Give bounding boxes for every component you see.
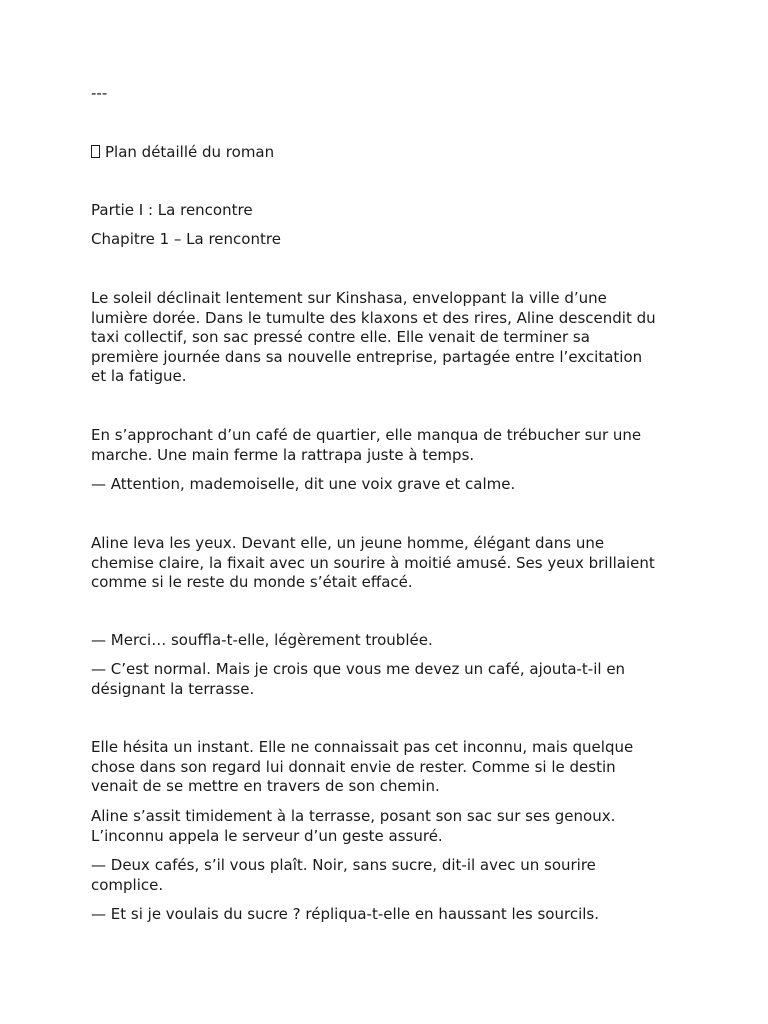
paragraph — [91, 289, 691, 387]
paragraph-line: Le soleil déclinait lentement sur Kinshasa, enveloppant la ville d’une — [91, 289, 607, 307]
paragraph — [91, 534, 691, 593]
dialogue-line — [91, 631, 691, 651]
paragraph-line: chemise claire, la fixait avec un sourire à moitié amusé. Ses yeux brillaient — [91, 553, 655, 572]
paragraph-line: taxi collectif, son sac pressé contre elle. Elle venait de terminer sa — [91, 328, 590, 346]
paragraph — [91, 738, 691, 797]
paragraph — [91, 807, 691, 846]
outline-heading — [91, 143, 691, 163]
paragraph-line: — Merci… souffla-t-elle, légèrement troublée. — [91, 631, 433, 649]
paragraph-line: désignant la terrasse. — [91, 679, 255, 698]
paragraph-line: — Deux cafés, s’il vous plaît. Noir, sans sucre, dit-il avec un sourire — [91, 856, 596, 874]
paragraph-line: Aline leva les yeux. Devant elle, un jeune homme, élégant dans une — [91, 534, 605, 552]
paragraph-line: lumière dorée. Dans le tumulte des klaxons et des rires, Aline descendit du — [91, 308, 656, 327]
paragraph-line: — Et si je voulais du sucre ? répliqua-t-elle en haussant les sourcils. — [91, 905, 599, 923]
outline-heading-text: Plan détaillé du roman — [105, 143, 275, 161]
separator: --- — [91, 84, 108, 102]
dialogue-line — [91, 475, 691, 495]
paragraph-line: et la fatigue. — [91, 367, 187, 385]
missing-glyph-icon — [91, 145, 100, 158]
paragraph-line: Aline s’assit timidement à la terrasse, posant son sac sur ses genoux. — [91, 807, 616, 825]
paragraph-line: complice. — [91, 875, 164, 894]
paragraph-line: comme si le reste du monde s’était effacé. — [91, 573, 413, 591]
dialogue-line — [91, 856, 691, 895]
paragraph-line: L’inconnu appela le serveur d’un geste assuré. — [91, 826, 443, 845]
dialogue-line — [91, 660, 691, 699]
part-heading: Partie I : La rencontre — [91, 201, 253, 219]
paragraph-line: marche. Une main ferme la rattrapa juste à temps. — [91, 445, 475, 464]
paragraph-line: — C’est normal. Mais je crois que vous me devez un café, ajouta-t-il en — [91, 660, 626, 678]
paragraph-line: première journée dans sa nouvelle entreprise, partagée entre l’excitation — [91, 347, 643, 366]
paragraph-line: chose dans son regard lui donnait envie de rester. Comme si le destin — [91, 757, 616, 776]
paragraph-line: — Attention, mademoiselle, dit une voix grave et calme. — [91, 475, 516, 493]
paragraph-line: En s’approchant d’un café de quartier, elle manqua de trébucher sur une — [91, 426, 642, 444]
chapter-heading: Chapitre 1 – La rencontre — [91, 230, 281, 248]
dialogue-line — [91, 905, 691, 925]
paragraph — [91, 426, 691, 465]
paragraph-line: venait de se mettre en travers de son chemin. — [91, 777, 440, 795]
paragraph-line: Elle hésita un instant. Elle ne connaissait pas cet inconnu, mais quelque — [91, 738, 634, 756]
